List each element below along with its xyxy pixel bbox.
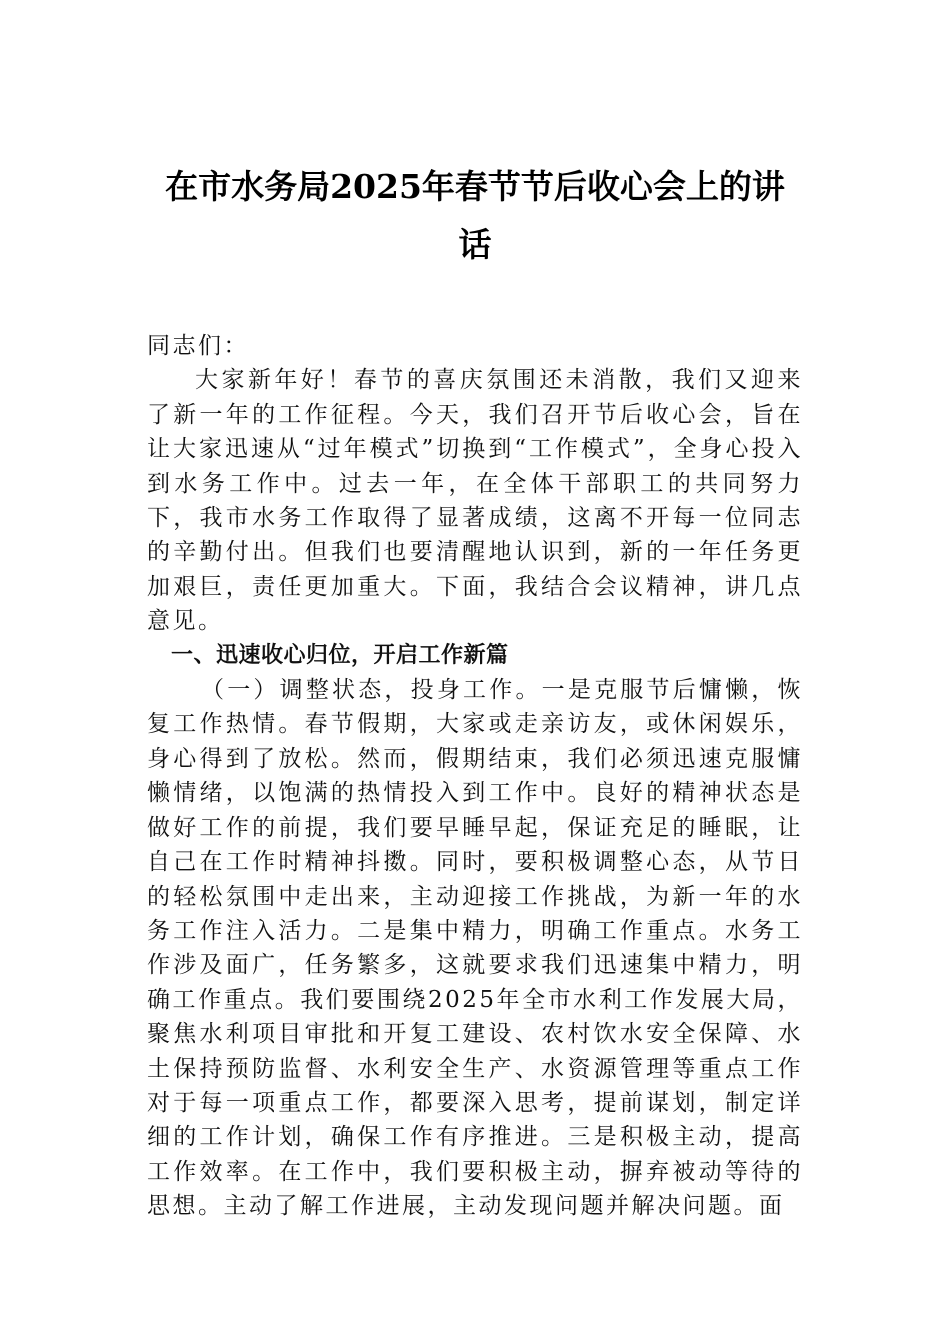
title-line-1: 在市水务局2025年春节节后收心会上的讲 [165, 167, 785, 206]
salutation: 同志们： [147, 333, 249, 359]
title-line-2: 话 [458, 225, 492, 264]
document-body [147, 329, 803, 1224]
section-heading-1: 一、迅速收心归位，开启工作新篇 [171, 642, 509, 668]
document-title [145, 158, 805, 274]
intro-paragraph: 大家新年好！春节的喜庆氛围还未消散，我们又迎来了新一年的工作征程。今天，我们召开节后收心会，旨在让大家迅速从“过年模式”切换到“工作模式”，全身心投入到水务工作中。过去一年，在全体干部职工的共同努力下，我市水务工作取得了显著成绩，这离不开每一位同志的辛勤付出。但我们也要清醒地认识到，新的一年任务更加艰巨，责任更加重大。下面，我结合会议精神，讲几点意见。 [147, 367, 803, 635]
section-1-paragraph-1: （一）调整状态，投身工作。一是克服节后慵懒，恢复工作热情。春节假期，大家或走亲访友，或休闲娱乐，身心得到了放松。然而，假期结束，我们必须迅速克服慵懒情绪，以饱满的热情投入到工作中。良好的精神状态是做好工作的前提，我们要早睡早起，保证充足的睡眠，让自己在工作时精神抖擞。同时，要积极调整心态，从节日的轻松氛围中走出来，主动迎接工作挑战，为新一年的水务工作注入活力。二是集中精力，明确工作重点。水务工作涉及面广，任务繁多，这就要求我们迅速集中精力，明确工作重点。我们要围绕2025年全市水利工作发展大局，聚焦水利项目审批和开复工建设、农村饮水安全保障、水土保持预防监督、水利安全生产、水资源管理等重点工作对于每一项重点工作，都要深入思考，提前谋划，制定详细的工作计划，确保工作有序推进。三是积极主动，提高工作效率。在工作中，我们要积极主动，摒弃被动等待的思想。主动了解工作进展，主动发现问题并解决问题。面 [147, 677, 803, 1220]
